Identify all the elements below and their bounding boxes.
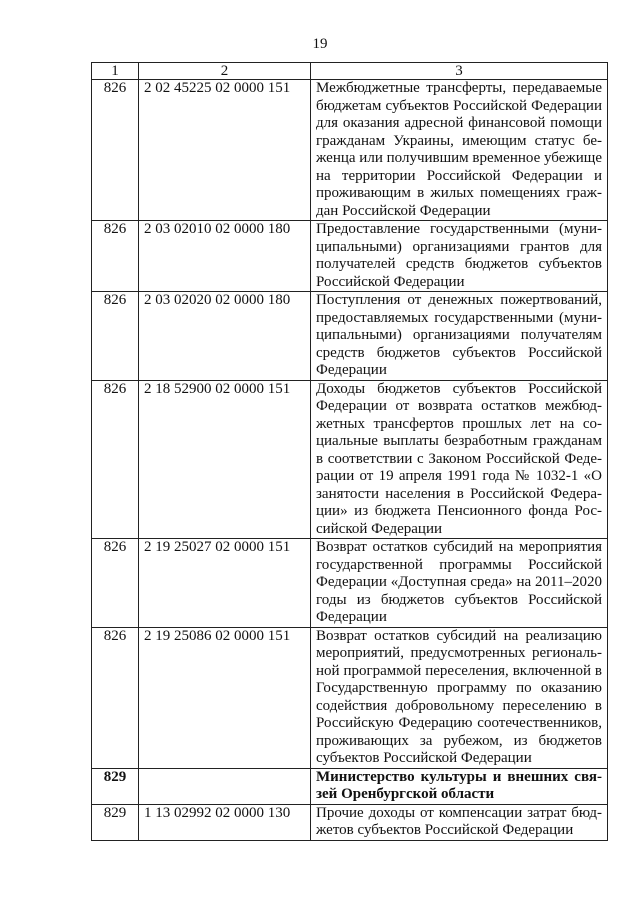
income-name-cell: Возврат остатков субсидий на мероприятия государственной программы Российской Федерации «Доступная среда» на 2011–2020 годы из бюджетов субъектов Российской Федерации bbox=[311, 539, 608, 628]
budget-code-cell: 2 03 02010 02 0000 180 bbox=[139, 221, 311, 292]
table-row-ministry-heading bbox=[92, 768, 608, 804]
budget-code-cell: 2 19 25027 02 0000 151 bbox=[139, 539, 311, 628]
income-name-cell: Прочие доходы от компенсации затрат бюджетов субъектов Российской Федерации bbox=[311, 804, 608, 840]
income-name-cell: Доходы бюджетов субъектов Российской Федерации от возврата остатков межбюджетных трансфертов прошлых лет на социальные выплаты безработным гражданам в соответствии с Законом Российской Федерации от 19 апреля 1991 года № 1032-1 «О занятости населения в Российской Федерации» из бюджета Пенсионного фонда Российской Федерации bbox=[311, 380, 608, 539]
admin-code-cell: 826 bbox=[92, 221, 139, 292]
budget-code-cell: 2 02 45225 02 0000 151 bbox=[139, 80, 311, 221]
table-row bbox=[92, 627, 608, 768]
header-col-2: 2 bbox=[139, 63, 311, 80]
income-name-cell: Предоставление государственными (муниципальными) организациями грантов для получателей средств бюджетов субъектов Российской Федерации bbox=[311, 221, 608, 292]
header-col-1: 1 bbox=[92, 63, 139, 80]
table-header-row bbox=[92, 63, 608, 80]
budget-classification-table bbox=[91, 62, 608, 841]
table-row bbox=[92, 380, 608, 539]
table-row bbox=[92, 292, 608, 381]
budget-code-cell: 2 03 02020 02 0000 180 bbox=[139, 292, 311, 381]
budget-code-cell: 2 18 52900 02 0000 151 bbox=[139, 380, 311, 539]
admin-code-cell: 826 bbox=[92, 627, 139, 768]
table-row bbox=[92, 221, 608, 292]
table-row bbox=[92, 539, 608, 628]
income-name-cell: Поступления от денежных пожертвований, предоставляемых государственными (муниципальными) организациями получателям средств бюджетов субъектов Российской Федерации bbox=[311, 292, 608, 381]
income-name-cell: Межбюджетные трансферты, передаваемые бюджетам субъектов Российской Федерации для оказания адресной финансовой помощи гражданам Украины, имеющим статус беженца или получившим временное убежище на территории Российской Федерации и проживающим в жилых помещениях граждан Российской Федерации bbox=[311, 80, 608, 221]
budget-code-cell: 1 13 02992 02 0000 130 bbox=[139, 804, 311, 840]
ministry-name-cell: Министерство культуры и внешних связей Оренбургской области bbox=[311, 768, 608, 804]
header-col-3: 3 bbox=[311, 63, 608, 80]
admin-code-cell: 826 bbox=[92, 380, 139, 539]
admin-code-cell: 829 bbox=[92, 804, 139, 840]
budget-code-cell: 2 19 25086 02 0000 151 bbox=[139, 627, 311, 768]
table-row bbox=[92, 804, 608, 840]
table-row bbox=[92, 80, 608, 221]
income-name-cell: Возврат остатков субсидий на реализацию мероприятий, предусмотренных региональной программой переселения, включенной в Государственную программу по оказанию содействия добровольному переселению в Российскую Федерацию соотечественников, проживающих за рубежом, из бюджетов субъектов Российской Федерации bbox=[311, 627, 608, 768]
budget-code-cell bbox=[139, 768, 311, 804]
admin-code-cell: 829 bbox=[92, 768, 139, 804]
admin-code-cell: 826 bbox=[92, 539, 139, 628]
page-number: 19 bbox=[312, 36, 328, 52]
admin-code-cell: 826 bbox=[92, 292, 139, 381]
admin-code-cell: 826 bbox=[92, 80, 139, 221]
